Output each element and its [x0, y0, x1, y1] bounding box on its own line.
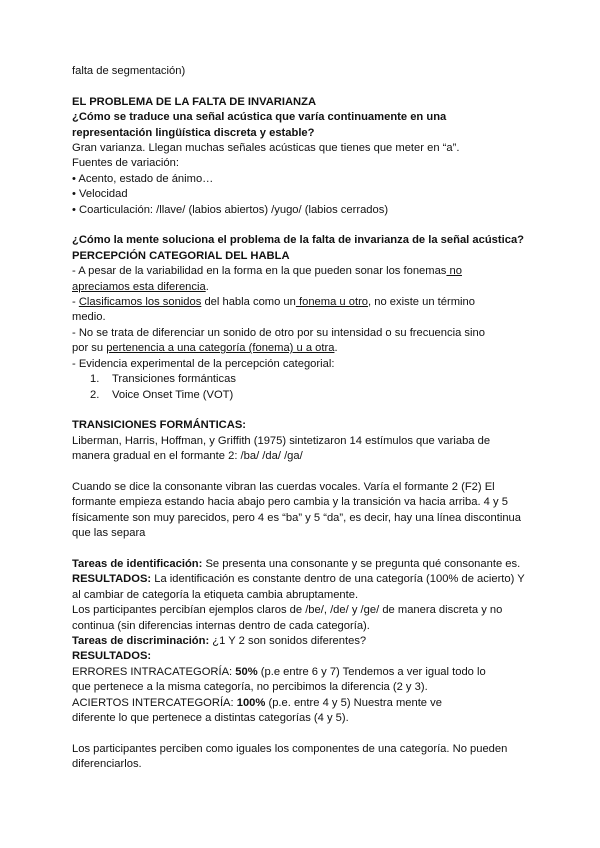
underlined-text: no	[446, 265, 462, 278]
underlined-text: fonema u otro	[295, 296, 369, 309]
transiciones-p2-3: físicamente son muy parecidos, pero 4 es “ba” y 5 “da”, es decir, hay una línea discontinua	[72, 511, 521, 524]
text-run: -	[72, 296, 79, 309]
text-run: La identificación es constante dentro de una categoría (100% de acierto) Y	[151, 573, 525, 586]
percepcion-p2-cont: medio.	[72, 311, 106, 324]
transiciones-l1: Liberman, Harris, Hoffman, y Griffith (1975) sintetizaron 14 estímulos que variaba de	[72, 434, 491, 447]
underlined-text: pertenencia a una categoría (fonema) u a otra	[106, 342, 335, 355]
question-invarianza-1: ¿Cómo se traduce una señal acústica que varía continuamente en una	[72, 111, 447, 124]
transiciones-p2-4: que las separa	[72, 527, 146, 540]
tareas-discriminacion	[72, 634, 527, 649]
underlined-text: Clasificamos los sonidos	[78, 296, 202, 309]
question-invarianza-2: representación lingüística discreta y estable?	[72, 126, 315, 139]
text-run: - A pesar de la variabilidad en la forma en la que pueden sonar los fonemas	[72, 265, 447, 278]
document-page	[72, 64, 527, 773]
percepcion-p4: - Evidencia experimental de la percepción categorial:	[72, 357, 335, 370]
percepcion-p3: - No se trata de diferenciar un sonido de otro por su intensidad o su frecuencia sino	[72, 326, 485, 339]
percepcion-p1	[72, 264, 527, 279]
text-run: .	[334, 342, 338, 355]
list-text: Transiciones formánticas	[112, 373, 236, 386]
errores-intracategoria-l2: que pertenece a la misma categoría, no percibimos la diferencia (2 y 3).	[72, 681, 428, 694]
list-text: Voice Onset Time (VOT)	[112, 388, 234, 401]
percepcion-p2	[72, 295, 527, 310]
source-item: • Coarticulación: /llave/ (labios abiertos) /yugo/ (labios cerrados)	[72, 203, 389, 216]
heading-invarianza: EL PROBLEMA DE LA FALTA DE INVARIANZA	[72, 95, 317, 108]
text-run: .	[205, 280, 209, 293]
text-run: ERRORES INTRACATEGORÍA:	[72, 665, 236, 678]
text-run: Se presenta una consonante y se pregunta qué consonante es.	[202, 557, 521, 570]
list-number: 2.	[90, 388, 100, 401]
text-run: (p.e entre 6 y 7) Tendemos a ver igual todo lo	[257, 665, 486, 678]
transiciones-p2-1: Cuando se dice la consonante vibran las cuerdas vocales. Varía el formante 2 (F2) El	[72, 480, 495, 493]
percepcion-p1-cont	[72, 280, 527, 295]
label-identificacion: Tareas de identificación:	[72, 557, 203, 570]
label-resultados-2: RESULTADOS:	[72, 650, 152, 663]
errores-intracategoria	[72, 665, 527, 680]
resultados-1-l3: Los participantes percibían ejemplos claros de /be/, /de/ y /ge/ de manera discreta y no	[72, 604, 503, 617]
top-fragment: falta de segmentación)	[72, 65, 186, 77]
percent-inter: 100%	[236, 696, 266, 709]
source-item: • Acento, estado de ánimo…	[72, 172, 214, 185]
aciertos-intercategoria-l2: diferente lo que pertenece a distintas categorías (4 y 5).	[72, 711, 349, 724]
aciertos-intercategoria	[72, 696, 527, 711]
conclusion-l1: Los participantes perciben como iguales los componentes de una categoría. No pueden	[72, 742, 508, 755]
percepcion-p3-cont	[72, 341, 527, 356]
invarianza-text: Gran varianza. Llegan muchas señales acústicas que tienes que meter en “a”.	[72, 142, 460, 155]
resultados-1-l2: al cambiar de categoría la etiqueta cambia abruptamente.	[72, 588, 359, 601]
text-run: , no existe un término	[368, 296, 475, 309]
text-run: ¿1 Y 2 son sonidos diferentes?	[209, 634, 367, 647]
text-run: del habla como un	[201, 296, 296, 309]
heading-percepcion: PERCEPCIÓN CATEGORIAL DEL HABLA	[72, 249, 290, 262]
label-discriminacion: Tareas de discriminación:	[72, 634, 210, 647]
heading-transiciones: TRANSICIONES FORMÁNTICAS:	[72, 419, 247, 432]
underlined-text: apreciamos esta diferencia	[72, 280, 206, 293]
text-run: ACIERTOS INTERCATEGORÍA:	[72, 696, 237, 709]
sources-label: Fuentes de variación:	[72, 157, 179, 170]
percent-intra: 50%	[235, 665, 258, 678]
tareas-identificacion	[72, 557, 527, 572]
transiciones-p2-2: formante empieza estando hacia abajo pero cambia y la transición va hacia arriba. 4 y 5	[72, 496, 508, 509]
list-number: 1.	[90, 373, 100, 386]
transiciones-l2: manera gradual en el formante 2: /ba/ /da/ /ga/	[72, 450, 303, 463]
list-item	[72, 372, 527, 387]
resultados-1-l4: continua (sin diferencias internas dentro de cada categoría).	[72, 619, 370, 632]
text-run: por su	[72, 342, 107, 355]
source-item: • Velocidad	[72, 188, 128, 201]
question-percepcion: ¿Cómo la mente soluciona el problema de la falta de invarianza de la señal acústica?	[72, 234, 524, 247]
resultados-1	[72, 572, 527, 587]
text-run: (p.e. entre 4 y 5) Nuestra mente ve	[265, 696, 442, 709]
label-resultados: RESULTADOS:	[72, 573, 152, 586]
conclusion-l2: diferenciarlos.	[72, 758, 142, 771]
list-item	[72, 388, 527, 403]
